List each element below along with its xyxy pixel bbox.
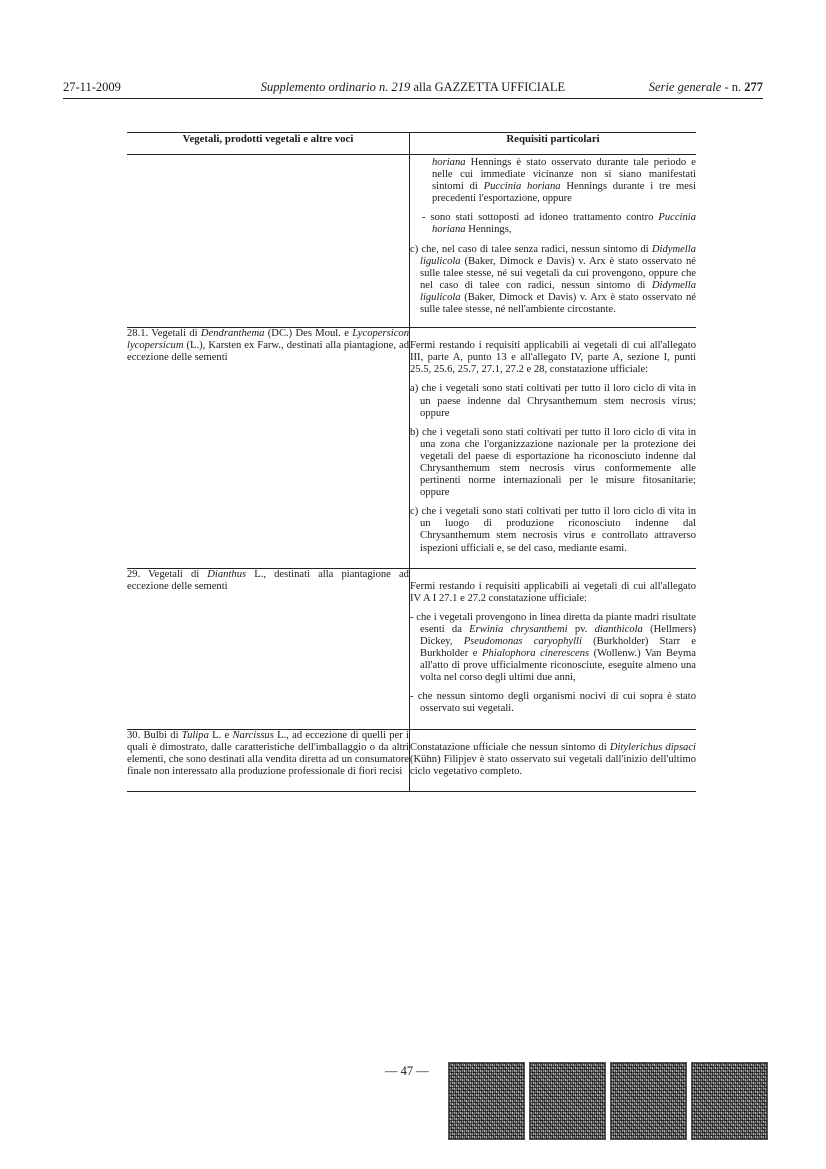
header-gazette: alla GAZZETTA UFFICIALE xyxy=(410,80,566,94)
text-run: pv. xyxy=(567,623,595,635)
text-run: (Wollenw.) Van Beyma all'atto di prove ufficialmente riconosciute, eseguite almeno una volta nel corso degli ultimi due anni, xyxy=(420,648,696,684)
spacer xyxy=(410,420,696,427)
requirement-item xyxy=(410,244,696,317)
requirement-item xyxy=(410,212,696,236)
text-run: L., ad eccezione di quelli per i quali è dimostrato, dalle caratteristiche dell'imballaggio o da altri elementi, che sono destinati alla vendita diretta ad un consumatore finale non interessato alla produzione professionale di fiori recisi xyxy=(127,729,409,777)
requirement-intro: Fermi restando i requisiti applicabili ai vegetali di cui all'allegato IV A I 27.1 e 27.2 constatazione ufficiale: xyxy=(410,580,696,604)
spacer xyxy=(410,376,696,383)
column-header-requirements: Requisiti particolari xyxy=(410,133,697,155)
text-run: (Baker, Dimock e Davis) v. Arx è stato osservato né sulle talee stesse, né sui vegetali da cui provengono, oppure che nel caso di talee con radici, nessun sintomo di xyxy=(420,255,696,291)
spacer xyxy=(410,499,696,506)
row-requirements-cell xyxy=(410,729,697,791)
header-supplement: Supplemento ordinario n. 219 xyxy=(260,80,411,94)
text-run: L. e xyxy=(208,729,233,741)
text-run: (L.), Karsten ex Farw., destinati alla piantagione, ad eccezione delle sementi xyxy=(127,340,409,364)
text-run: Constatazione ufficiale che nessun sintomo di xyxy=(410,741,610,753)
species-name: Narcissus xyxy=(232,729,274,741)
row-plants-cell xyxy=(127,328,410,569)
row-plants-cell xyxy=(127,729,410,791)
table-row xyxy=(127,328,696,569)
header-rule xyxy=(63,98,763,99)
table-header-row xyxy=(127,133,696,155)
text-run: c) che, nel caso di talee senza radici, nessun sintomo di xyxy=(410,243,652,255)
text-run: (Hellmers) Dickey, xyxy=(420,623,696,647)
text-run: L., destinati alla piantagione ad eccezione delle sementi xyxy=(127,568,409,592)
row-requirements-cell xyxy=(410,328,697,569)
text-run: (DC.) Des Moul. e xyxy=(264,328,353,340)
spacer xyxy=(410,605,696,612)
text-run: Hennings, xyxy=(465,224,512,236)
spacer xyxy=(410,237,696,244)
requirement-text xyxy=(410,742,696,778)
row-plants-cell xyxy=(127,155,410,328)
requirement-item xyxy=(410,612,696,685)
species-name: Erwinia chrysanthemi xyxy=(469,623,568,635)
species-name: Ditylerichus dipsaci xyxy=(609,741,697,753)
row-plants-cell xyxy=(127,568,410,729)
table-row xyxy=(127,729,696,791)
header-series xyxy=(649,80,763,95)
text-run: (Baker, Dimock et Davis) v. Arx è stato osservato né sulle talee stesse, né nell'ambiente circostante. xyxy=(420,291,696,316)
species-name: Phialophora cinerescens xyxy=(482,648,590,660)
spacer xyxy=(410,684,696,691)
column-header-plants: Vegetali, prodotti vegetali e altre voci xyxy=(127,133,410,155)
requirement-item: b) che i vegetali sono stati coltivati per tutto il loro ciclo di vita in una zona che l'organizzazione nazionale per la protezione dei vegetali del paese di esportazione ha riconosciuto indenne dal Chrysanthemum stem necrosis virus conformemente alle pertinenti norme internazionali per le misure fitosanitarie; oppure xyxy=(410,426,696,499)
datamatrix-code xyxy=(691,1062,768,1140)
species-name: Puccinia horiana xyxy=(432,212,696,236)
species-name: Dianthus xyxy=(207,568,247,580)
text-run: Hennings è stato osservato durante tale periodo e nelle cui immediate vicinanze non si siano manifestati sintomi di xyxy=(432,157,696,193)
table-row xyxy=(127,568,696,729)
text-run: Hennings durante i tre mesi precedenti l'esportazione, oppure xyxy=(432,181,696,205)
requirement-item: - che nessun sintomo degli organismi nocivi di cui sopra è stato osservato sui vegetali. xyxy=(410,691,696,715)
page-header xyxy=(63,80,763,96)
header-series-sep: - n. xyxy=(721,80,745,94)
text-run: 29. Vegetali di xyxy=(127,568,208,580)
text-run: (Kühn) Filipjev è stato osservato sui vegetali dall'inizio dell'ultimo ciclo vegetativo completo. xyxy=(410,753,696,777)
text-run: - che i vegetali provengono in linea diretta da piante madri risultate esenti da xyxy=(410,611,696,635)
page-number: — 47 — xyxy=(385,1064,429,1078)
spacer xyxy=(410,205,696,212)
table-row xyxy=(127,155,696,328)
requirements-table xyxy=(127,132,696,792)
species-name: horiana xyxy=(432,157,466,168)
text-run: 28.1. Vegetali di xyxy=(127,328,201,340)
species-name: Tulipa xyxy=(181,729,209,741)
header-series-number: 277 xyxy=(744,80,763,94)
requirement-item: a) che i vegetali sono stati coltivati per tutto il loro ciclo di vita in un paese indenne dal Chrysanthemum stem necrosis virus; oppure xyxy=(410,383,696,419)
requirement-item: c) che i vegetali sono stati coltivati per tutto il loro ciclo di vita in un luogo di produzione riconosciuto indenne dal Chrysanthemum stem necrosis virus e controllato attraverso ispezioni ufficiali e, se del caso, mediante esami. xyxy=(410,506,696,554)
header-series-label: Serie generale xyxy=(648,80,722,94)
row-requirements-cell xyxy=(410,155,697,328)
text-run: - sono stati sottoposti ad idoneo trattamento contro xyxy=(422,212,659,224)
header-date: 27-11-2009 xyxy=(63,80,121,94)
text-run: (Burkholder) Starr e Burkholder e xyxy=(420,636,696,660)
species-name: Pseudomonas caryophylli xyxy=(463,636,582,647)
datamatrix-code xyxy=(529,1062,606,1140)
species-name: Didymella ligulicola xyxy=(420,243,696,267)
datamatrix-codes xyxy=(448,1062,768,1140)
datamatrix-code xyxy=(448,1062,525,1140)
species-name: Lycopersicon lycopersicum xyxy=(127,328,409,352)
requirement-continuation xyxy=(410,157,696,205)
datamatrix-code xyxy=(610,1062,687,1140)
species-name: Puccinia horiana xyxy=(483,181,561,193)
requirement-intro: Fermi restando i requisiti applicabili ai vegetali di cui all'allegato III, parte A, punto 13 e all'allegato IV, parte A, sezione I, punti 25.5, 25.6, 25.7, 27.1, 27.2 e 28, constatazione ufficiale: xyxy=(410,340,696,376)
species-name: Dendranthema xyxy=(200,328,265,340)
species-name: dianthicola xyxy=(594,623,643,635)
row-requirements-cell xyxy=(410,568,697,729)
species-name: Didymella ligulicola xyxy=(420,279,696,303)
text-run: 30. Bulbi di xyxy=(127,729,182,741)
